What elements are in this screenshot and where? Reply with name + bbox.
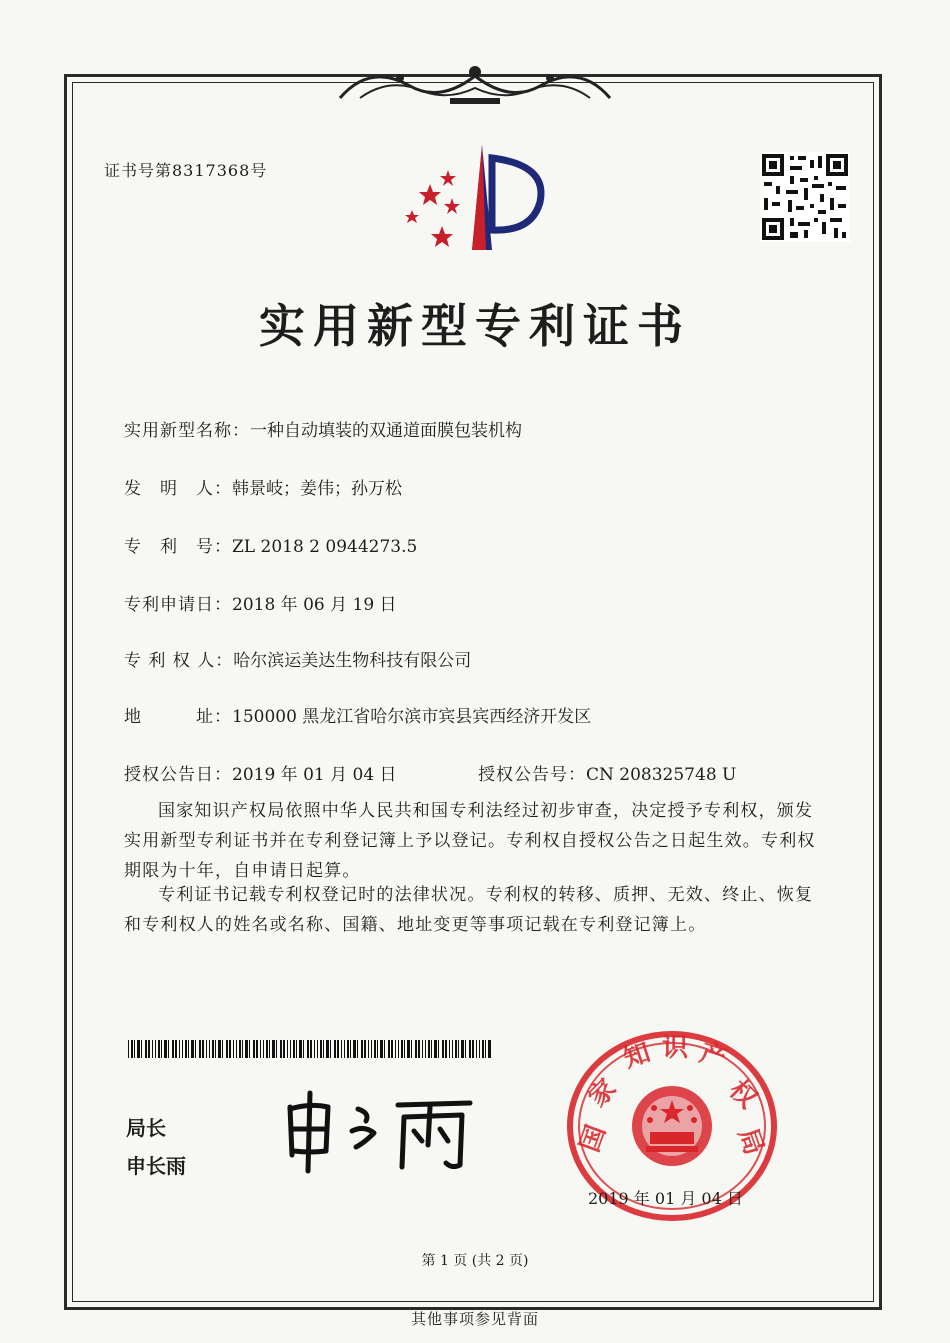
svg-text:识: 识 [662, 1033, 689, 1063]
inventor-label: 发 明 人： [124, 479, 232, 499]
page-indicator: 第 1 页 (共 2 页) [421, 1253, 529, 1269]
certificate-number: 证书号第8317368号 [104, 161, 268, 180]
director-name: 申长雨 [126, 1154, 186, 1178]
patent-number-label: 专 利 号： [124, 537, 232, 557]
filing-date-value: 2018 年 06 月 19 日 [232, 595, 397, 615]
ornament-icon [330, 58, 620, 108]
seal-date: 2019 年 01 月 04 日 [588, 1189, 743, 1208]
utility-model-name-value: 一种自动填装的双通道面膜包装机构 [250, 421, 522, 441]
inventor-value: 韩景岐；姜伟；孙万松 [232, 479, 402, 499]
legal-status-paragraph: 专利证书记载专利权登记时的法律状况。专利权的转移、质押、无效、终止、恢复和专利权人的姓名或名称、国籍、地址变更等事项记载在专利登记簿上。 [124, 885, 814, 935]
grant-statement-paragraph: 国家知识产权局依照中华人民共和国专利法经过初步审查，决定授予专利权，颁发实用新型专利证书并在专利登记簿上予以登记。专利权自授权公告之日起生效。专利权期限为十年，自申请日起算。 [124, 801, 816, 881]
grant-date-row [124, 760, 397, 785]
utility-model-name-row [124, 416, 522, 441]
address-value: 150000 黑龙江省哈尔滨市宾县宾西经济开发区 [232, 707, 592, 727]
svg-text:国: 国 [574, 1121, 612, 1157]
director-title: 局长 [126, 1116, 166, 1140]
patentee-label: 专 利 权 人： [124, 651, 234, 671]
grant-date-label: 授权公告日： [124, 765, 232, 785]
qr-code-icon [760, 152, 850, 242]
grant-number-label: 授权公告号： [478, 765, 586, 785]
patentee-value: 哈尔滨运美达生物科技有限公司 [233, 651, 472, 671]
inventor-row [124, 474, 402, 499]
barcode-icon [128, 1040, 492, 1058]
filing-date-label: 专利申请日： [124, 595, 232, 615]
address-row [124, 702, 591, 727]
address-label: 地 址： [124, 707, 232, 727]
patent-number-row [124, 532, 417, 557]
svg-text:知: 知 [620, 1037, 655, 1075]
filing-date-row [124, 590, 397, 615]
director-signature [280, 1085, 480, 1175]
grant-number-row [478, 760, 736, 785]
grant-number-value: CN 208325748 U [586, 765, 737, 785]
svg-text:产: 产 [695, 1038, 730, 1075]
svg-text:权: 权 [722, 1074, 763, 1115]
patent-number-value: ZL 2018 2 0944273.5 [232, 537, 418, 557]
svg-text:家: 家 [582, 1073, 623, 1114]
national-emblem-icon [632, 1086, 712, 1166]
emblem-logo-icon [400, 140, 550, 260]
grant-date-value: 2019 年 01 月 04 日 [232, 765, 397, 785]
svg-text:局: 局 [731, 1124, 770, 1159]
patentee-row [124, 646, 471, 671]
footer-note: 其他事项参见背面 [410, 1310, 539, 1328]
certificate-title: 实用新型专利证书 [259, 299, 691, 353]
utility-model-name-label: 实用新型名称： [124, 421, 250, 441]
